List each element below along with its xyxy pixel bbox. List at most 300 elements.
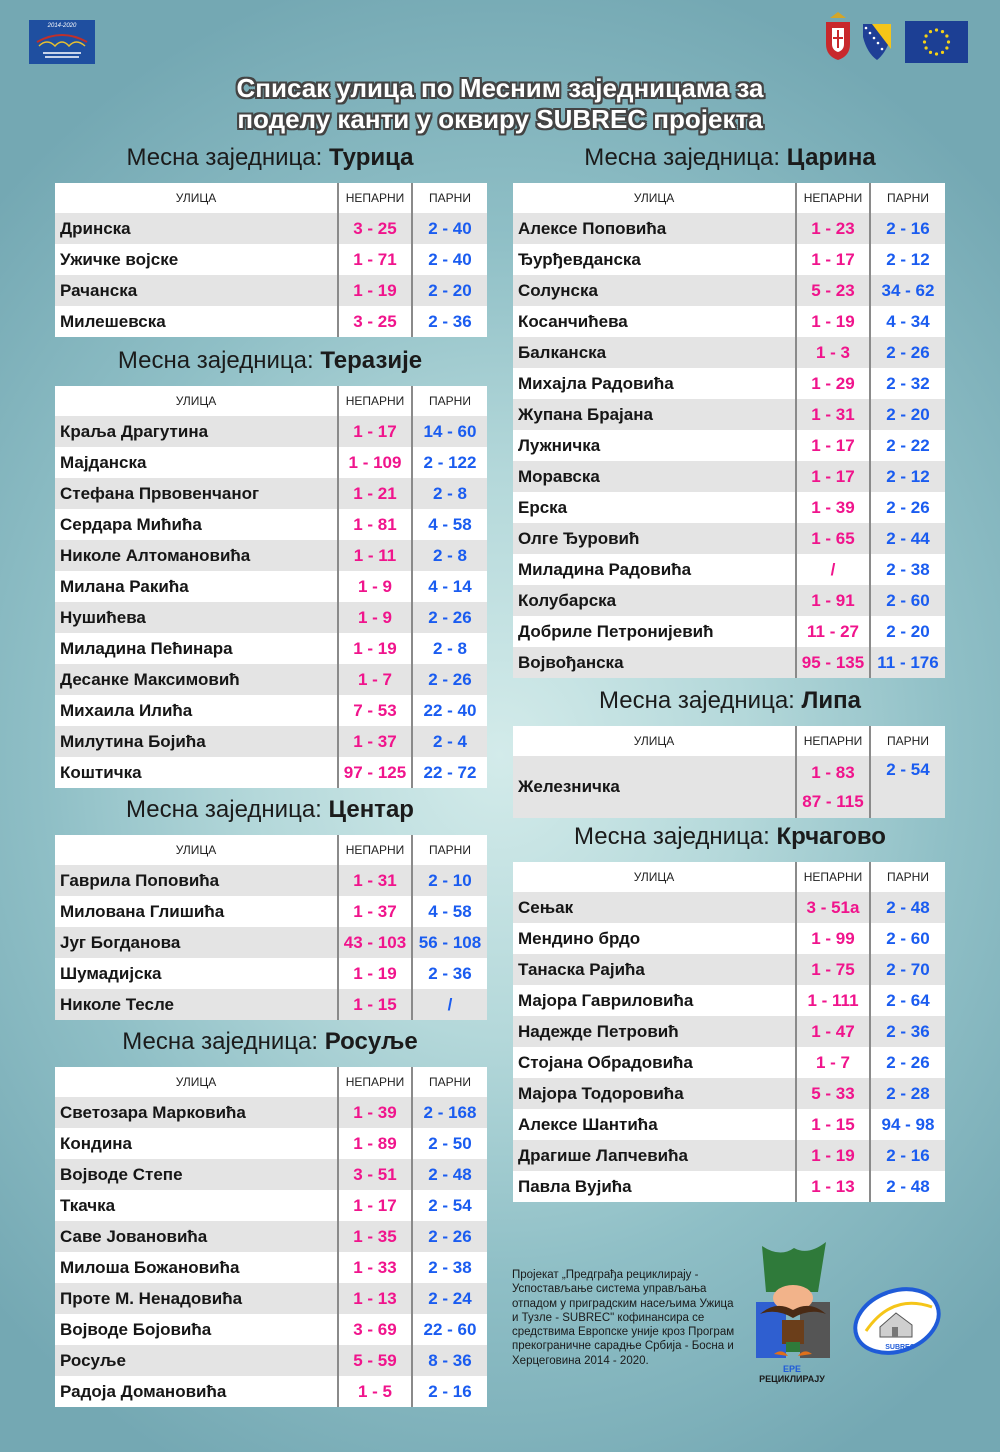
table-row [513,275,945,306]
subrec-logo-text: SUBREC [885,1344,915,1351]
column-header-even: ПАРНИ [870,183,945,213]
streets-table [55,183,487,337]
table-row [55,927,487,958]
table-row [55,757,487,788]
even-range: 94 - 98 [881,1114,935,1134]
even-range: 2 - 64 [886,990,930,1010]
even-range: 2 - 50 [428,1133,472,1153]
even-numbers-cell [412,927,487,958]
odd-range: 1 - 111 [807,990,859,1010]
street-name: Драгише Лапчевића [513,1140,796,1171]
table-row [55,416,487,447]
odd-numbers-cell [796,461,870,492]
even-numbers-cell [412,602,487,633]
odd-range: 1 - 109 [348,452,402,472]
odd-numbers-cell [338,757,412,788]
even-numbers-cell [412,244,487,275]
even-range: 2 - 20 [886,621,930,641]
eu-star-icon [929,30,932,33]
odd-range: 1 - 81 [353,514,397,534]
even-range: 4 - 14 [428,576,472,596]
even-range: 2 - 20 [428,280,472,300]
table-row [55,1159,487,1190]
table-header-row [55,183,487,213]
table-row [55,1221,487,1252]
odd-range-2: 87 - 115 [802,792,864,811]
odd-range: 1 - 17 [811,466,855,486]
even-numbers-cell [870,585,945,616]
even-range: 22 - 40 [423,700,477,720]
even-range: 2 - 26 [428,669,472,689]
column-header-street: УЛИЦА [55,386,338,416]
odd-range: 43 - 103 [343,932,407,952]
even-numbers-cell [412,633,487,664]
even-range: 2 - 24 [428,1288,472,1308]
column-header-even: ПАРНИ [412,1067,487,1097]
odd-numbers-cell [796,1078,870,1109]
table-row [513,523,945,554]
odd-numbers-cell [796,368,870,399]
even-range: / [447,994,453,1014]
eu-star-icon [945,34,948,37]
odd-range: 3 - 25 [353,311,397,331]
odd-range: 1 - 19 [353,638,397,658]
odd-numbers-cell [796,954,870,985]
odd-range: 1 - 47 [811,1021,855,1041]
odd-range: 1 - 37 [353,901,397,921]
even-range: 14 - 60 [423,421,477,441]
even-numbers-cell [870,461,945,492]
even-numbers-cell [412,1097,487,1128]
street-name: Стојана Обрадовића [513,1047,796,1078]
odd-numbers-cell [338,1128,412,1159]
odd-numbers-cell [796,244,870,275]
streets-table [55,1067,487,1407]
table-row [55,306,487,337]
street-name: Дринска [55,213,338,244]
odd-range: 1 - 33 [353,1257,397,1277]
street-name: Југ Богданова [55,927,338,958]
odd-range: 1 - 19 [811,311,855,331]
column-header-odd: НЕПАРНИ [338,183,412,213]
street-name: Нушићева [55,602,338,633]
table-row [55,896,487,927]
table-row [513,585,945,616]
eu-star-icon [945,46,948,49]
table-row [513,616,945,647]
table-header-row [513,183,945,213]
column-header-odd: НЕПАРНИ [338,1067,412,1097]
even-range: 4 - 34 [886,311,930,331]
column-header-street: УЛИЦА [55,1067,338,1097]
section-name: Центар [328,796,414,823]
odd-range: 1 - 75 [811,959,855,979]
even-range: 2 - 32 [886,373,930,393]
section-title-prefix: Месна заједница: [126,144,329,171]
eu-flag-icon [905,21,968,63]
table-row [513,337,945,368]
street-name: Добриле Петронијевић [513,616,796,647]
odd-range: 5 - 59 [353,1350,397,1370]
column-header-even: ПАРНИ [870,726,945,756]
section-title-prefix: Месна заједница: [117,347,321,374]
even-numbers-cell [870,892,945,923]
even-numbers-cell [870,1078,945,1109]
even-range: 2 - 4 [432,731,468,751]
table-row [55,958,487,989]
street-name: Мајданска [55,447,338,478]
table-row [55,865,487,896]
odd-numbers-cell [338,306,412,337]
street-name: Олге Ђуровић [513,523,796,554]
bridge-icon [29,20,95,64]
even-range: 2 - 54 [886,760,930,779]
odd-range: 1 - 15 [811,1114,855,1134]
column-header-street: УЛИЦА [513,183,796,213]
odd-range: 11 - 27 [807,621,859,641]
odd-range: 3 - 69 [353,1319,397,1339]
even-range: 11 - 176 [877,652,939,672]
table-row [55,1097,487,1128]
even-range: 2 - 48 [886,1176,930,1196]
streets-table [55,835,487,1020]
table-row [513,492,945,523]
table-row [513,1078,945,1109]
odd-range: 1 - 17 [353,421,397,441]
ere-label-part1: ЕРЕ [782,1364,801,1374]
eu-star-icon [935,52,938,55]
odd-numbers-cell [338,896,412,927]
street-name: Гаврила Поповића [55,865,338,896]
odd-numbers-cell [338,726,412,757]
table-row [513,985,945,1016]
odd-numbers-cell [796,554,870,585]
streets-table [513,183,945,678]
column-header-even: ПАРНИ [870,862,945,892]
odd-range: 1 - 19 [811,1145,855,1165]
even-range: 2 - 122 [423,452,477,472]
odd-numbers-cell [338,865,412,896]
odd-numbers-cell [796,213,870,244]
column-header-street: УЛИЦА [55,183,338,213]
odd-numbers-cell [338,927,412,958]
table-row [513,954,945,985]
even-numbers-cell [412,726,487,757]
table-row [513,892,945,923]
odd-range: 1 - 83 [811,763,855,782]
even-range: 2 - 40 [428,218,472,238]
section-title-prefix: Месна заједница: [584,144,787,171]
section-title [460,822,1000,852]
table-row [513,647,945,678]
odd-range: 1 - 37 [353,731,397,751]
even-range: 4 - 58 [428,901,472,921]
odd-range: 1 - 39 [353,1102,397,1122]
even-range: 2 - 36 [428,963,472,983]
table-row [55,602,487,633]
even-numbers-cell [870,647,945,678]
table-row [513,554,945,585]
even-numbers-cell [870,399,945,430]
eu-star-icon [941,30,944,33]
eu-star-icon [925,46,928,49]
even-numbers-cell [412,447,487,478]
even-range: 2 - 44 [886,528,930,548]
odd-numbers-cell [338,1314,412,1345]
ere-recycle-label [750,1364,834,1384]
eu-star-icon [941,51,944,54]
page-title-line-2: поделу канти у оквиру SUBREC пројекта [237,104,763,134]
street-name: Сердара Мићића [55,509,338,540]
even-numbers-cell [412,1221,487,1252]
even-range: 2 - 54 [428,1195,472,1215]
odd-numbers-cell [338,664,412,695]
table-row [513,399,945,430]
street-name: Стефана Првовенчаног [55,478,338,509]
even-range: 2 - 60 [886,590,930,610]
street-name: Николе Алтомановића [55,540,338,571]
street-name: Моравска [513,461,796,492]
odd-numbers-cell [338,416,412,447]
street-name: Михајла Радовића [513,368,796,399]
odd-range: 1 - 31 [353,870,397,890]
eu-star-icon [925,34,928,37]
column-header-street: УЛИЦА [55,835,338,865]
even-numbers-cell [870,1047,945,1078]
even-range: 2 - 20 [886,404,930,424]
even-numbers-cell [870,213,945,244]
even-range: 2 - 8 [432,638,468,658]
even-range: 4 - 58 [428,514,472,534]
even-numbers-cell [870,1016,945,1047]
odd-numbers-cell [338,989,412,1020]
even-range: 2 - 12 [886,249,930,269]
table-row [55,989,487,1020]
table-row [55,540,487,571]
odd-numbers-cell [796,585,870,616]
even-range: 22 - 72 [423,762,477,782]
even-range: 2 - 26 [886,342,930,362]
odd-numbers-cell [796,1140,870,1171]
table-header-row [55,835,487,865]
odd-numbers-cell [796,647,870,678]
table-row [55,244,487,275]
odd-range: 1 - 13 [811,1176,855,1196]
odd-range: 5 - 23 [811,280,855,300]
street-name: Милована Глишића [55,896,338,927]
even-numbers-cell [412,1128,487,1159]
table-header-row [55,1067,487,1097]
table-header-row [513,862,945,892]
even-range: 2 - 16 [428,1381,472,1401]
even-range: 2 - 48 [428,1164,472,1184]
section-title-prefix: Месна заједница: [574,823,777,850]
even-numbers-cell [412,757,487,788]
ere-label-part2: РЕЦИКЛИРАЈУ [759,1374,825,1384]
street-name: Алексе Шантића [513,1109,796,1140]
odd-range: 1 - 9 [357,576,393,596]
table-row [513,306,945,337]
table-row [55,447,487,478]
table-row [513,213,945,244]
odd-range: 1 - 11 [353,545,397,565]
section-title [0,143,540,173]
page-title-line-1: Списак улица по Месним заједницама за [236,73,764,103]
even-range: 2 - 38 [428,1257,472,1277]
odd-numbers-cell [796,337,870,368]
odd-numbers-cell [796,892,870,923]
odd-numbers-cell [796,1047,870,1078]
bih-coat-of-arms-icon [862,23,892,61]
odd-range: 1 - 91 [811,590,855,610]
table-row [513,1171,945,1202]
even-numbers-cell [870,923,945,954]
eu-star-icon [935,28,938,31]
odd-numbers-cell [338,633,412,664]
table-row [55,726,487,757]
even-range: 8 - 36 [428,1350,472,1370]
column-header-even: ПАРНИ [412,835,487,865]
table-row [55,213,487,244]
section-title-prefix: Месна заједница: [122,1028,325,1055]
even-numbers-cell [412,1190,487,1221]
odd-numbers-cell [338,213,412,244]
table-row [513,1016,945,1047]
odd-range: 5 - 33 [811,1083,855,1103]
eu-star-icon [923,40,926,43]
even-numbers-cell [870,492,945,523]
street-name: Жупана Брајана [513,399,796,430]
street-name: Алексе Поповића [513,213,796,244]
table-row [513,1109,945,1140]
street-name: Ерска [513,492,796,523]
street-name: Николе Тесле [55,989,338,1020]
section-name: Липа [801,687,861,714]
street-name: Миладина Радовића [513,554,796,585]
odd-range: / [830,559,836,579]
column-header-street: УЛИЦА [513,726,796,756]
even-numbers-cell [412,540,487,571]
street-name: Косанчићева [513,306,796,337]
odd-range: 1 - 19 [353,280,397,300]
odd-numbers-cell [338,1252,412,1283]
street-name: Надежде Петровић [513,1016,796,1047]
street-name: Кондина [55,1128,338,1159]
even-numbers-cell [870,1109,945,1140]
odd-range: 1 - 89 [353,1133,397,1153]
table-header-row [513,726,945,756]
even-range: 2 - 26 [886,1052,930,1072]
odd-range: 1 - 29 [811,373,855,393]
even-range: 2 - 8 [432,545,468,565]
odd-numbers-cell [338,958,412,989]
even-numbers-cell [412,571,487,602]
street-name: Колубарска [513,585,796,616]
odd-range: 1 - 21 [353,483,397,503]
odd-range: 1 - 5 [357,1381,393,1401]
odd-numbers-cell [338,540,412,571]
street-name: Михаила Илића [55,695,338,726]
odd-range: 1 - 39 [811,497,855,517]
even-range: 2 - 16 [886,218,930,238]
table-row [55,1190,487,1221]
column-header-odd: НЕПАРНИ [338,835,412,865]
odd-range: 3 - 51а [806,897,860,917]
street-name: Десанке Максимовић [55,664,338,695]
section-name: Росуље [324,1028,418,1055]
street-name: Ђурђевданска [513,244,796,275]
street-name: Мендино брдо [513,923,796,954]
section-title [0,795,540,825]
project-funding-note: Пројекат „Предграђа рециклирају - Успостављање система управљања отпадом у приградским насељима Ужица и Тузле - SUBREC" кофинансира се средствима Европске уније кроз Програм прекограничне сарадње Србија - Босна и Херцеговина 2014 - 2020. [512,1269,735,1367]
odd-numbers-cell [338,1097,412,1128]
odd-numbers-cell [796,1171,870,1202]
even-numbers-cell [412,306,487,337]
odd-numbers-cell [338,478,412,509]
table-row [513,923,945,954]
even-range: 2 - 26 [428,607,472,627]
even-range: 2 - 36 [886,1021,930,1041]
section-name: Турица [328,144,414,171]
eu-star-icon [947,40,950,43]
odd-range: 3 - 51 [353,1164,397,1184]
even-numbers-cell [412,416,487,447]
cross-border-programme-logo [29,20,95,64]
odd-range: 1 - 17 [353,1195,397,1215]
even-numbers-cell [870,554,945,585]
even-numbers-cell [412,1345,487,1376]
even-numbers-cell [412,1376,487,1407]
street-name: Војводе Степе [55,1159,338,1190]
streets-table [513,862,945,1202]
table-row [55,1128,487,1159]
odd-range: 7 - 53 [353,700,397,720]
street-name: Шумадијска [55,958,338,989]
odd-range: 1 - 19 [353,963,397,983]
column-header-odd: НЕПАРНИ [796,726,870,756]
even-numbers-cell [870,306,945,337]
street-name: Росуље [55,1345,338,1376]
table-row [513,244,945,275]
section-name: Крчагово [776,823,886,850]
ere-mascot-icon [752,1240,834,1364]
odd-numbers-cell [338,447,412,478]
even-range: 2 - 70 [886,959,930,979]
even-numbers-cell [870,1140,945,1171]
even-numbers-cell [412,1314,487,1345]
table-row [513,756,945,818]
even-range: 34 - 62 [881,280,935,300]
section-title-prefix: Месна заједница: [126,796,329,823]
street-name: Мајора Тодоровића [513,1078,796,1109]
even-range: 2 - 28 [886,1083,930,1103]
even-numbers-cell [412,958,487,989]
table-row [513,461,945,492]
column-header-even: ПАРНИ [412,386,487,416]
odd-numbers-cell [796,923,870,954]
street-name: Краља Драгутина [55,416,338,447]
table-row [55,1252,487,1283]
even-range: 2 - 10 [428,870,472,890]
street-name: Балканска [513,337,796,368]
streets-table [55,386,487,788]
odd-range: 1 - 15 [353,994,397,1014]
street-name: Солунска [513,275,796,306]
street-name: Милутина Бојића [55,726,338,757]
odd-range: 1 - 65 [811,528,855,548]
even-numbers-cell [870,244,945,275]
street-name: Светозара Марковића [55,1097,338,1128]
